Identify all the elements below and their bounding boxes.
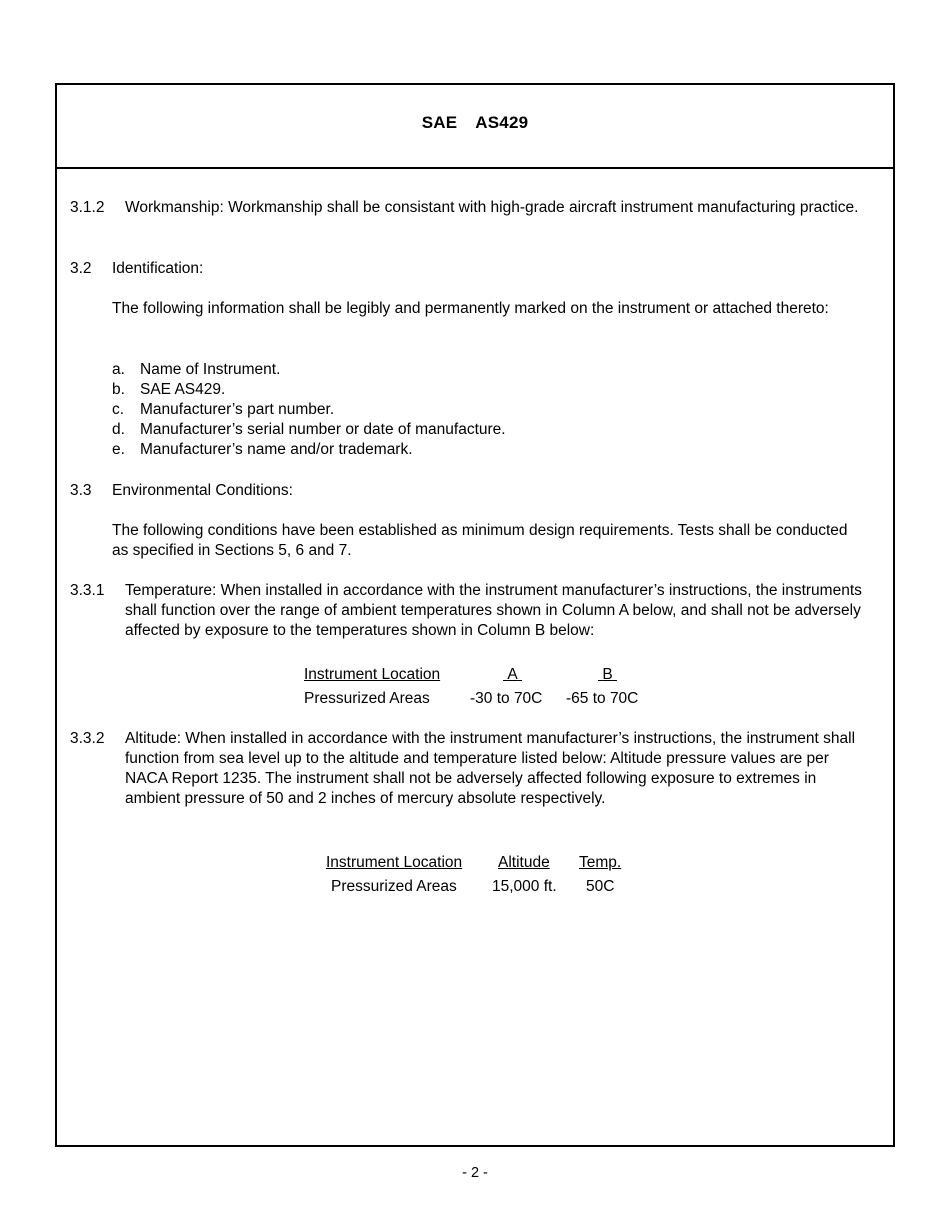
table-cell: -65 to 70C [566,690,639,707]
section-3-2-intro: The following information shall be legibly and permanently marked on the instrument or attached thereto: [112,300,829,317]
section-number: 3.3.2 [70,730,105,747]
section-number: 3.3 [70,482,92,499]
table-header: Temp. [579,854,622,871]
document-number: AS429 [475,113,529,132]
section-number: 3.1.2 [70,199,105,216]
table-cell: Pressurized Areas [304,690,430,707]
section-number: 3.2 [70,260,92,277]
section-3-1-2 [70,198,870,238]
list-item: c. Manufacturer’s part number. [112,401,335,418]
section-heading: Identification: [112,260,204,277]
section-3-3-heading [70,481,870,501]
table-cell: 50C [586,878,615,895]
document-header [57,85,893,169]
list-item: e. Manufacturer’s name and/or trademark. [112,441,413,458]
section-text: Altitude: When installed in accordance with the instrument manufacturer’s instructions, the instrument shall function from sea level up to the altitude and temperature listed below: Altitude pressure values are per NACA Report 1235. The instrument shall not be adversely affected following exposure to extremes in ambient pressure of 50 and 2 inches of mercury absolute respectively. [125,730,856,807]
section-3-3-intro: The following conditions have been established as minimum design requirements. Tests shall be conducted as specified in Sections 5, 6 and 7. [112,522,848,559]
section-3-3-2 [70,729,870,829]
section-text: Temperature: When installed in accordance with the instrument manufacturer’s instructions, the instruments shall function over the range of ambient temperatures shown in Column A below, and shall not be adversely affected by exposure to the temperatures shown in Column B below: [125,582,862,639]
section-3-2-heading [70,259,870,279]
table-header: A [507,666,518,683]
table-cell: Pressurized Areas [331,878,457,895]
list-item: a. Name of Instrument. [112,361,281,378]
table-cell: 15,000 ft. [492,878,557,895]
altitude-table [0,853,950,901]
document-org: SAE [421,113,458,132]
section-text: Workmanship: Workmanship shall be consistant with high-grade aircraft instrument manufacturing practice. [125,199,859,216]
section-number: 3.3.1 [70,582,105,599]
section-3-3-1 [70,581,870,641]
table-header: Instrument Location [304,666,441,683]
temperature-table [0,665,950,713]
identification-list [112,360,712,460]
table-cell: -30 to 70C [470,690,543,707]
document-title [57,113,893,133]
page-number: - 2 - [462,1165,488,1181]
section-heading: Environmental Conditions: [112,482,293,499]
table-header: B [602,666,613,683]
table-header: Altitude [498,854,550,871]
list-item: d. Manufacturer’s serial number or date of manufacture. [112,421,506,438]
table-header: Instrument Location [326,854,463,871]
list-item: b. SAE AS429. [112,381,226,398]
